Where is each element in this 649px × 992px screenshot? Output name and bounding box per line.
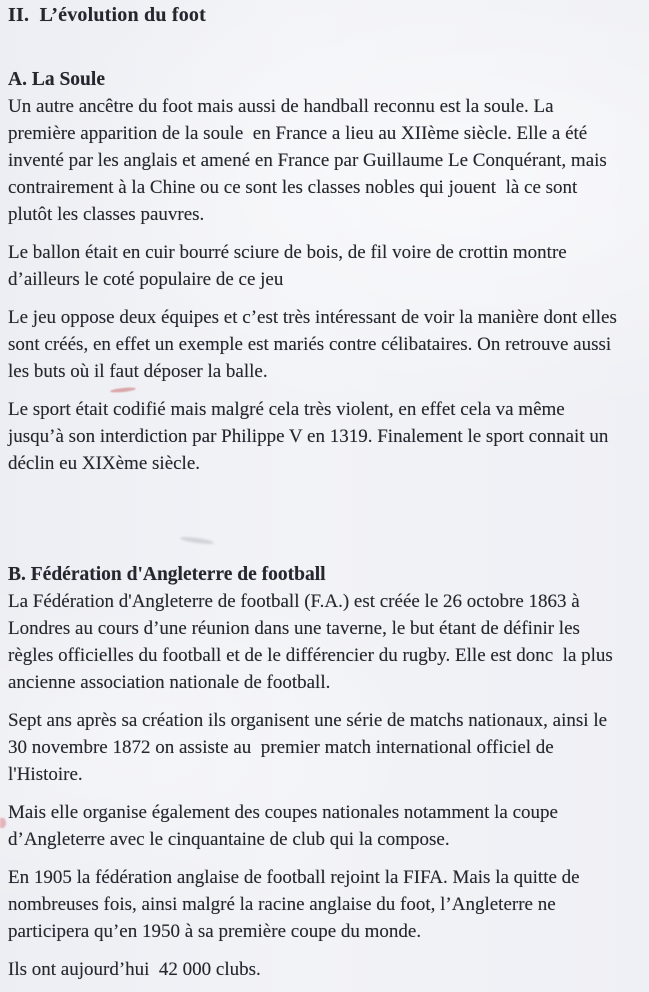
section-heading: [8, 66, 645, 93]
text-line: d’ailleurs le coté populaire de ce jeu: [8, 269, 284, 290]
text-line: Le ballon était en cuir bourré sciure de bois, de fil voire de crottin montre: [8, 242, 567, 263]
paragraph: [8, 707, 645, 788]
text-line: Ils ont aujourd’hui 42 000 clubs.: [8, 959, 261, 980]
text-line: Londres au cours d’une réunion dans une taverne, le but étant de définir les: [8, 618, 580, 639]
text-line: La Fédération d'Angleterre de football (F.A.) est créée le 26 octobre 1863 à: [8, 591, 580, 612]
paragraph: [8, 396, 645, 477]
text-line: les buts où il faut déposer la balle.: [8, 361, 268, 382]
text-line: Le sport était codifié mais malgré cela très violent, en effet cela va même: [8, 399, 565, 420]
text-line: participera qu’en 1950 à sa première coupe du monde.: [8, 921, 422, 942]
text-line: règles officielles du football et de le différencier du rugby. Elle est donc la plus: [8, 645, 613, 666]
text-line: contrairement à la Chine ou ce sont les classes nobles qui jouent là ce sont: [8, 177, 578, 198]
text-line: première apparition de la soule en France a lieu au XIIème siècle. Elle a été: [8, 123, 588, 144]
text-line: inventé par les anglais et amené en France par Guillaume Le Conquérant, mais: [8, 150, 607, 171]
text-line: Le jeu oppose deux équipes et c’est très intéressant de voir la manière dont elles: [8, 307, 617, 328]
document-title: [8, 2, 645, 29]
paragraph: [8, 239, 645, 293]
paragraph: [8, 588, 645, 696]
text-line: plutôt les classes pauvres.: [8, 204, 205, 225]
text-line: 30 novembre 1872 on assiste au premier match international officiel de: [8, 737, 554, 758]
text-line: En 1905 la fédération anglaise de football rejoint la FIFA. Mais la quitte de: [8, 867, 580, 888]
text-line: jusqu’à son interdiction par Philippe V en 1319. Finalement le sport connait un: [8, 426, 609, 447]
text-line: d’Angleterre avec le cinquantaine de club qui la compose.: [8, 829, 450, 850]
text-line: II. L’évolution du foot: [8, 4, 206, 26]
paragraph: [8, 93, 645, 228]
paragraph: [8, 864, 645, 945]
paragraph: [8, 304, 645, 385]
paragraph: [8, 956, 645, 983]
text-line: ancienne association nationale de football.: [8, 672, 331, 693]
text-line: l'Histoire.: [8, 764, 83, 785]
text-line: sont créés, en effet un exemple est mariés contre célibataires. On retrouve aussi: [8, 334, 612, 355]
section-heading: [8, 561, 645, 588]
text-line: Sept ans après sa création ils organisent une série de matchs nationaux, ainsi le: [8, 710, 608, 731]
text-line: Mais elle organise également des coupes nationales notamment la coupe: [8, 802, 558, 823]
text-line: Un autre ancêtre du foot mais aussi de handball reconnu est la soule. La: [8, 96, 554, 117]
text-line: B. Fédération d'Angleterre de football: [8, 564, 326, 585]
text-line: A. La Soule: [8, 69, 105, 90]
text-line: nombreuses fois, ainsi malgré la racine anglaise du foot, l’Angleterre ne: [8, 894, 556, 915]
text-line: déclin eu XIXème siècle.: [8, 453, 201, 474]
paragraph: [8, 799, 645, 853]
